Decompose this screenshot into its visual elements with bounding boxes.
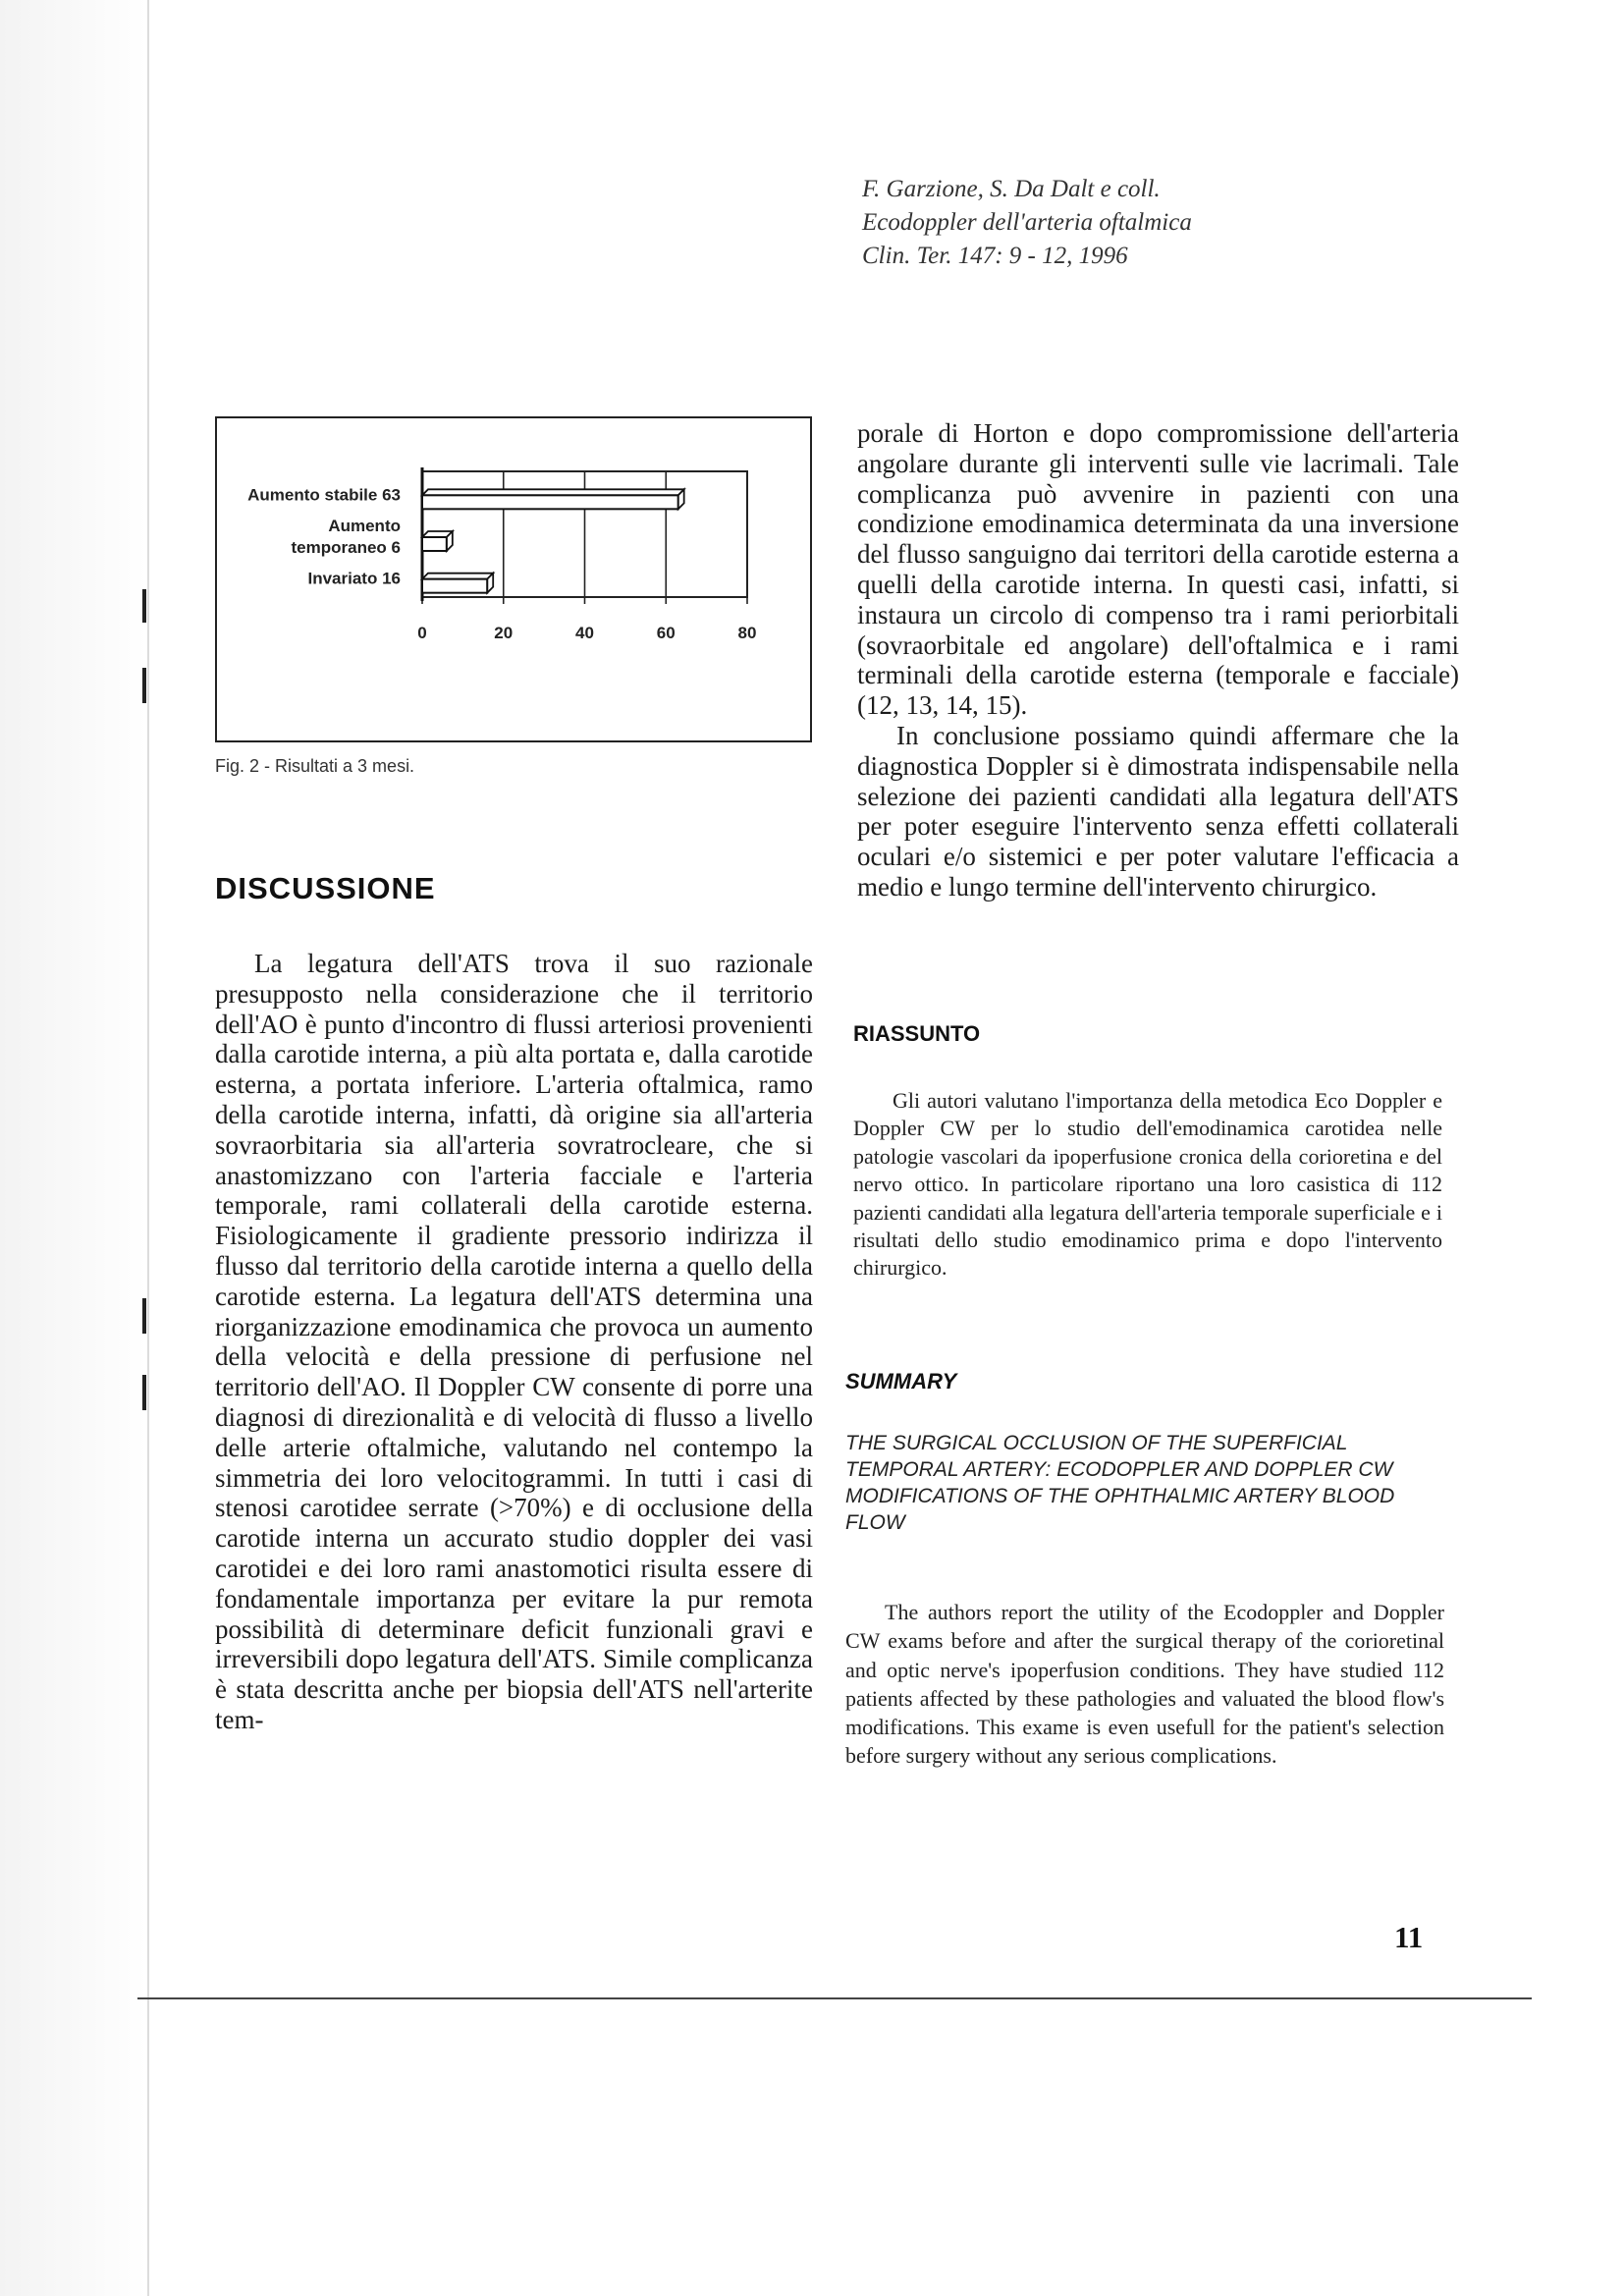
figure-frame xyxy=(215,416,812,742)
category-label: Invariato 16 xyxy=(307,569,401,588)
riassunto-heading: RIASSUNTO xyxy=(853,1021,981,1046)
category-label: Aumento xyxy=(328,517,401,535)
discussione-paragraph: La legatura dell'ATS trova il suo razionale presupposto nella considerazione che il territorio dell'AO è punto d'incontro di flussi arteriosi provenienti dalla carotide interna, a più alta portata e, dalla carotide esterna, a portata inferiore. L'arteria oftalmica, ramo della carotide interna, infatti, dà origine sia all'arteria sovraorbitaria sia all'arteria sovratrocleare, che si anastomizzano con l'arteria facciale e l'arteria temporale, rami collaterali della carotide esterna. Fisiologicamente il gradiente pressorio indirizza il flusso dal territorio della carotide interna a quello della carotide esterna. La legatura dell'ATS determina una riorganizzazione emodinamica che provoca un aumento della velocità e della pressione di perfusione nel territorio dell'AO. Il Doppler CW consente di porre una diagnosi di direzionalità e di velocità di flusso a livello delle arterie oftalmiche, valutando nel contempo la simmetria dei loro velocitogrammi. In tutti i casi di stenosi carotidee serrate (>70%) e di occlusione della carotide interna un accurato studio doppler dei vasi carotidei e dei loro rami anastomotici risulta essere di fondamentale importanza per evitare la pur remota possibilità di determinare deficit funzionali gravi e irreversibili dopo legatura dell'ATS. Simile complicanza è stata descritta anche per biopsia dell'ATS nell'arterite tem- xyxy=(215,949,813,1734)
x-tick-label: 60 xyxy=(656,624,676,642)
header-title: Ecodoppler dell'arteria oftalmica xyxy=(862,209,1192,236)
category-label: Aumento stabile 63 xyxy=(247,485,401,505)
header-citation: Clin. Ter. 147: 9 - 12, 1996 xyxy=(862,243,1128,269)
bar xyxy=(422,495,678,509)
riassunto-body xyxy=(853,1087,1442,1283)
binding-mark xyxy=(142,1375,146,1410)
summary-title: THE SURGICAL OCCLUSION OF THE SUPERFICIAL TEMPORAL ARTERY: ECODOPPLER AND DOPPLER CW MODIFICATIONS OF THE OPHTHALMIC ARTERY BLOOD FLOW xyxy=(845,1432,1395,1534)
page-number: 11 xyxy=(1394,1920,1424,1954)
discussione-heading: DISCUSSIONE xyxy=(215,871,436,905)
binding-shadow xyxy=(0,0,147,2296)
summary-heading: SUMMARY xyxy=(845,1369,957,1394)
x-tick-label: 40 xyxy=(575,624,594,642)
running-header xyxy=(862,173,1304,273)
x-tick-label: 80 xyxy=(737,624,757,642)
riassunto-paragraph: Gli autori valutano l'importanza della metodica Eco Doppler e Doppler CW per lo studio dell'emodinamica carotidea nelle patologie vascolari da ipoperfusione cronica della corioretina e del nervo ottico. In particolare riportano una loro casistica di 112 pazienti candidati alla legatura dell'arteria temporale superficiale e i risultati dello studio emodinamico prima e dopo l'intervento chirurgico. xyxy=(853,1088,1442,1281)
summary-body xyxy=(845,1598,1444,1771)
discussione-body xyxy=(215,949,813,1735)
bar-chart xyxy=(217,418,810,740)
header-authors: F. Garzione, S. Da Dalt e coll. xyxy=(862,176,1161,202)
x-tick-label: 0 xyxy=(417,624,427,642)
binding-edge xyxy=(147,0,149,2296)
footer-rule xyxy=(137,1997,1532,1999)
binding-mark xyxy=(142,589,146,623)
discussione-continuation-text: porale di Horton e dopo compromissione dell'arteria angolare durante gli interventi sulle vie lacrimali. Tale complicanza può avvenire in pazienti con una condizione emodinamica determinata da una inversione del flusso sanguigno dai territori della carotide esterna a quelli della carotide interna. In questi casi, infatti, si instaura un circolo di compenso tra i rami periorbitali (sovraorbitale ed angolare) dell'oftalmica e i rami terminali della carotide esterna (temporale e facciale) (12, 13, 14, 15). xyxy=(857,418,1459,721)
bar xyxy=(422,537,447,551)
binding-mark xyxy=(142,1298,146,1334)
category-label: temporaneo 6 xyxy=(291,538,401,557)
summary-paragraph: The authors report the utility of the Ecodoppler and Doppler CW exams before and after the surgical therapy of the corioretinal and optic nerve's ipoperfusion conditions. They have studied 112 patients affected by these pathologies and valuated the blood flow's modifications. This exame is even usefull for the patient's selection before surgery without any serious complications. xyxy=(845,1600,1444,1769)
discussione-continuation xyxy=(857,418,1459,902)
x-tick-label: 20 xyxy=(494,624,514,642)
binding-mark xyxy=(142,668,146,703)
figure-caption: Fig. 2 - Risultati a 3 mesi. xyxy=(215,756,415,776)
bar xyxy=(422,579,487,593)
discussione-conclusion: In conclusione possiamo quindi affermare che la diagnostica Doppler si è dimostrata indispensabile nella selezione dei pazienti candidati alla legatura dell'ATS per poter eseguire l'intervento senza effetti collaterali oculari e/o sistemici e per poter valutare l'efficacia a medio e lungo termine dell'intervento chirurgico. xyxy=(857,720,1459,902)
